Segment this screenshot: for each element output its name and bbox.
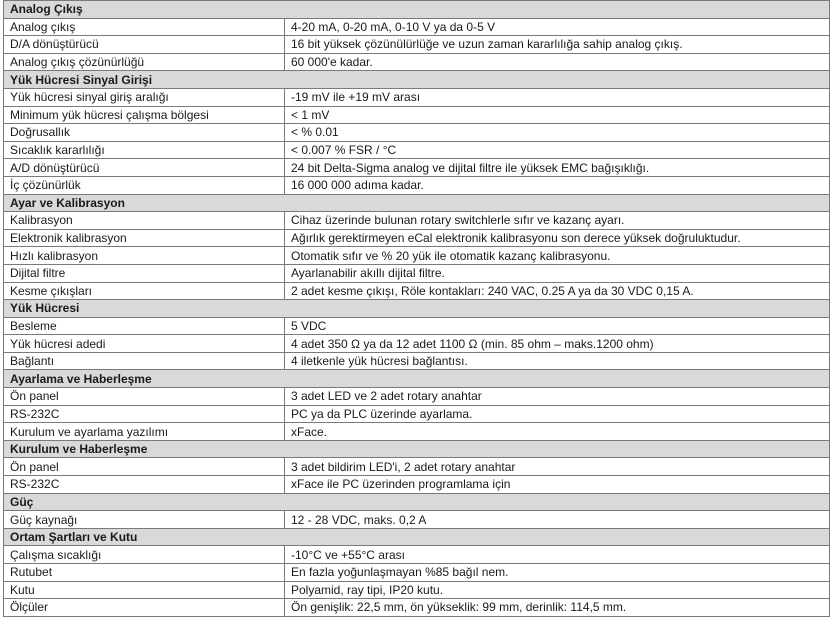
section-title: Ayarlama ve Haberleşme xyxy=(4,370,830,388)
spec-label: İç çözünürlük xyxy=(4,176,285,194)
section-title: Yük Hücresi xyxy=(4,300,830,318)
spec-label: Besleme xyxy=(4,317,285,335)
table-row xyxy=(4,229,830,247)
section-title: Kurulum ve Haberleşme xyxy=(4,440,830,458)
spec-label: Kurulum ve ayarlama yazılımı xyxy=(4,423,285,441)
spec-label: Dijital filtre xyxy=(4,264,285,282)
spec-label: Kesme çıkışları xyxy=(4,282,285,300)
spec-value: Otomatik sıfır ve % 20 yük ile otomatik kazanç kalibrasyonu. xyxy=(285,247,830,265)
table-row xyxy=(4,106,830,124)
spec-value: 4 adet 350 Ω ya da 12 adet 1100 Ω (min. 85 ohm – maks.1200 ohm) xyxy=(285,335,830,353)
spec-label: Güç kaynağı xyxy=(4,511,285,529)
spec-value: < 1 mV xyxy=(285,106,830,124)
section-header-row xyxy=(4,1,830,19)
table-row xyxy=(4,141,830,159)
table-row xyxy=(4,352,830,370)
section-header-row xyxy=(4,300,830,318)
section-header-row xyxy=(4,528,830,546)
spec-label: Doğrusallık xyxy=(4,124,285,142)
spec-label: Hızlı kalibrasyon xyxy=(4,247,285,265)
spec-value: Ayarlanabilir akıllı dijital filtre. xyxy=(285,264,830,282)
spec-value: Ağırlık gerektirmeyen eCal elektronik kalibrasyonu son derece yüksek doğruluktudur. xyxy=(285,229,830,247)
spec-value: 5 VDC xyxy=(285,317,830,335)
table-row xyxy=(4,405,830,423)
spec-label: Analog çıkış çözünürlüğü xyxy=(4,53,285,71)
table-row xyxy=(4,282,830,300)
table-row xyxy=(4,88,830,106)
table-row xyxy=(4,581,830,599)
table-row xyxy=(4,124,830,142)
table-row xyxy=(4,53,830,71)
table-row xyxy=(4,176,830,194)
spec-value: < % 0.01 xyxy=(285,124,830,142)
specification-table-body xyxy=(4,1,830,617)
spec-value: 16 bit yüksek çözünülürlüğe ve uzun zaman kararlılığa sahip analog çıkış. xyxy=(285,36,830,54)
spec-value: 3 adet LED ve 2 adet rotary anahtar xyxy=(285,388,830,406)
spec-value: 4-20 mA, 0-20 mA, 0-10 V ya da 0-5 V xyxy=(285,18,830,36)
spec-label: Kalibrasyon xyxy=(4,212,285,230)
spec-value: Ön genişlik: 22,5 mm, ön yükseklik: 99 mm, derinlik: 114,5 mm. xyxy=(285,599,830,617)
spec-value: 4 iletkenle yük hücresi bağlantısı. xyxy=(285,352,830,370)
section-title: Ortam Şartları ve Kutu xyxy=(4,528,830,546)
spec-value: Cihaz üzerinde bulunan rotary switchlerle sıfır ve kazanç ayarı. xyxy=(285,212,830,230)
spec-label: Yük hücresi sinyal giriş aralığı xyxy=(4,88,285,106)
spec-value: -10°C ve +55°C arası xyxy=(285,546,830,564)
section-title: Yük Hücresi Sinyal Girişi xyxy=(4,71,830,89)
table-row xyxy=(4,159,830,177)
section-title: Ayar ve Kalibrasyon xyxy=(4,194,830,212)
spec-label: Kutu xyxy=(4,581,285,599)
spec-label: Elektronik kalibrasyon xyxy=(4,229,285,247)
table-row xyxy=(4,212,830,230)
spec-label: RS-232C xyxy=(4,405,285,423)
section-header-row xyxy=(4,71,830,89)
spec-label: Bağlantı xyxy=(4,352,285,370)
spec-value: -19 mV ile +19 mV arası xyxy=(285,88,830,106)
spec-value: 3 adet bildirim LED'i, 2 adet rotary anahtar xyxy=(285,458,830,476)
spec-value: < 0.007 % FSR / °C xyxy=(285,141,830,159)
spec-label: RS-232C xyxy=(4,476,285,494)
spec-value: 2 adet kesme çıkışı, Röle kontakları: 240 VAC, 0.25 A ya da 30 VDC 0,15 A. xyxy=(285,282,830,300)
table-row xyxy=(4,546,830,564)
spec-label: Minimum yük hücresi çalışma bölgesi xyxy=(4,106,285,124)
spec-label: Analog çıkış xyxy=(4,18,285,36)
spec-value: Polyamid, ray tipi, IP20 kutu. xyxy=(285,581,830,599)
spec-label: Sıcaklık kararlılığı xyxy=(4,141,285,159)
table-row xyxy=(4,247,830,265)
specification-table xyxy=(3,0,830,617)
table-row xyxy=(4,264,830,282)
table-row xyxy=(4,317,830,335)
section-header-row xyxy=(4,493,830,511)
section-title: Analog Çıkış xyxy=(4,1,830,19)
spec-label: A/D dönüştürücü xyxy=(4,159,285,177)
spec-label: Çalışma sıcaklığı xyxy=(4,546,285,564)
table-row xyxy=(4,388,830,406)
table-row xyxy=(4,511,830,529)
spec-value: 16 000 000 adıma kadar. xyxy=(285,176,830,194)
spec-value: 60 000'e kadar. xyxy=(285,53,830,71)
section-header-row xyxy=(4,370,830,388)
spec-value: En fazla yoğunlaşmayan %85 bağıl nem. xyxy=(285,564,830,582)
section-title: Güç xyxy=(4,493,830,511)
table-row xyxy=(4,564,830,582)
spec-value: xFace. xyxy=(285,423,830,441)
spec-label: Rutubet xyxy=(4,564,285,582)
spec-label: Ölçüler xyxy=(4,599,285,617)
table-row xyxy=(4,18,830,36)
section-header-row xyxy=(4,440,830,458)
spec-label: Ön panel xyxy=(4,458,285,476)
table-row xyxy=(4,36,830,54)
table-row xyxy=(4,476,830,494)
spec-value: xFace ile PC üzerinden programlama için xyxy=(285,476,830,494)
section-header-row xyxy=(4,194,830,212)
spec-label: Ön panel xyxy=(4,388,285,406)
table-row xyxy=(4,335,830,353)
table-row xyxy=(4,423,830,441)
table-row xyxy=(4,458,830,476)
spec-label: D/A dönüştürücü xyxy=(4,36,285,54)
spec-label: Yük hücresi adedi xyxy=(4,335,285,353)
spec-value: 24 bit Delta-Sigma analog ve dijital filtre ile yüksek EMC bağışıklığı. xyxy=(285,159,830,177)
spec-value: 12 - 28 VDC, maks. 0,2 A xyxy=(285,511,830,529)
spec-value: PC ya da PLC üzerinde ayarlama. xyxy=(285,405,830,423)
table-row xyxy=(4,599,830,617)
